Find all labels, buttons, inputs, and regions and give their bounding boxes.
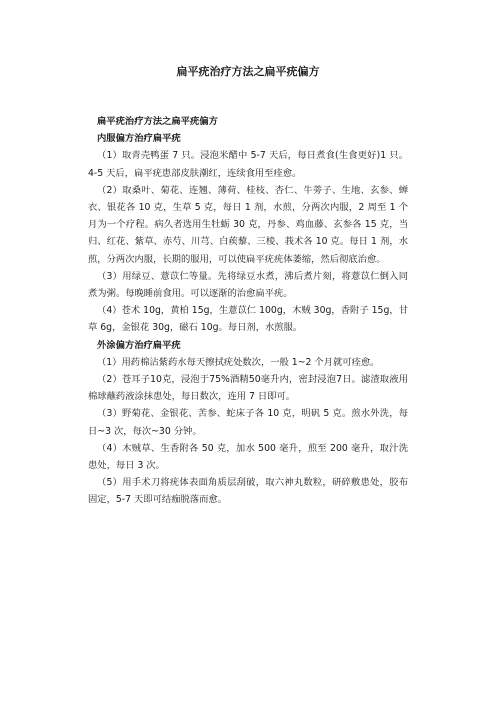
section-heading-internal: 内服偏方治疗扁平疣 [97, 133, 181, 145]
paragraph: （1）用药棉沾紫药水每天擦拭疣处数次，一般 1~2 个月就可痊愈。 [97, 356, 380, 368]
paragraph: （4）苍术 10g，黄柏 15g，生薏苡仁 100g，木贼 30g，香附子 15g，甘草 6g，金银花 30g，磁石 10g。每日剂，水煎服。 [88, 305, 408, 334]
paragraph: （5）用手术刀将疣体表面角质层刮破，取六神丸数粒，研碎敷患处，胶布固定，5-7 天即可结痂脱落而愈。 [88, 477, 408, 506]
paragraph: （2）取桑叶、菊花、连翘、薄荷、桂枝、杏仁、牛蒡子、生地、玄参、蝉衣、银花各 10 克，生草 5 克，每日 1 剂，水煎，分两次内服，2 周至 1 个月为一个疗程。病久者选用生牡蛎 30 克，丹参、鸡血藤、玄参各 15 克，当归、红花、紫草、赤芍、川芎、白蒺藜、三棱、莪术各 10 克。每日 1 剂，水煎，分两次内服，长期的服用，可以使扁平疣疣体萎缩，然后彻底治愈。 [88, 184, 408, 265]
section-heading-external: 外涂偏方治疗扁平疣 [97, 339, 181, 351]
paragraph: （3）野菊花、金银花、苦参、蛇床子各 10 克，明矾 5 克。煎水外洗，每日~3 次，每次~30 分钟。 [88, 408, 408, 437]
paragraph: （3）用绿豆、薏苡仁等量。先将绿豆水煮，沸后煮片刻，将薏苡仁倒入同煮为粥。每晚睡前食用。可以逐渐的治愈扁平疣。 [88, 270, 408, 300]
document-body [88, 113, 408, 509]
paragraph: （4）木贼草、生香附各 50 克，加水 500 毫升，煎至 200 毫升，取汁洗患处，每日 3 次。 [88, 442, 408, 472]
paragraph: （2）苍耳子10克，浸泡于75%酒精50毫升内，密封浸泡7日。滤渣取液用棉球蘸药液涂抹患处，每日数次，连用 7 日即可。 [88, 374, 408, 403]
section-heading-main: 扁平疣治疗方法之扁平疣偏方 [97, 116, 218, 127]
paragraph: （1）取青壳鸭蛋 7 只。浸泡米醋中 5-7 天后，每日煮食(生食更好)1 只。4-5 天后，扁平疣患部皮肤潮红，连续食用至痊愈。 [88, 150, 408, 179]
document-title: 扁平疣治疗方法之扁平疣偏方 [176, 65, 320, 78]
